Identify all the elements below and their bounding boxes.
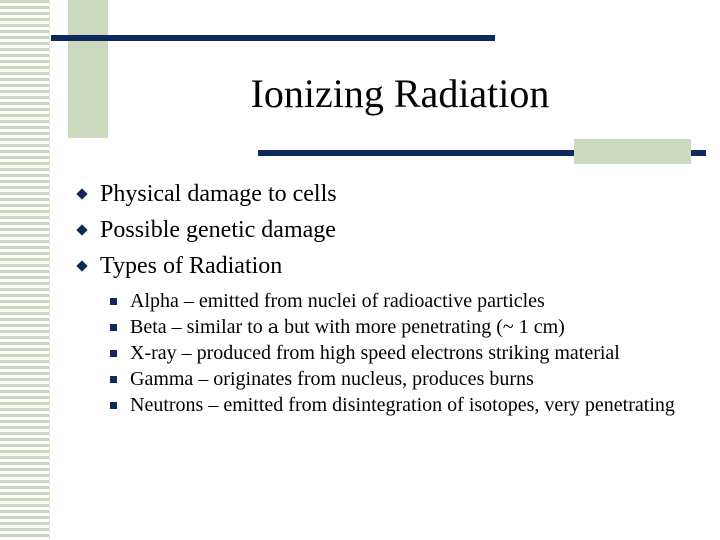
sub-bullet-text-after: but with more penetrating (~ 1 cm) — [279, 316, 565, 338]
diamond-bullet-icon — [76, 260, 87, 271]
sub-bullet-item — [110, 340, 690, 366]
square-bullet-icon — [110, 324, 117, 331]
sub-bullet-item — [110, 366, 690, 392]
sub-bullet-text: X-ray – produced from high speed electrons striking material — [130, 342, 620, 364]
decorative-navy-line-top — [51, 35, 495, 41]
bullet-item — [76, 212, 696, 248]
alpha-symbol-icon: a — [267, 316, 280, 338]
decorative-green-box-left — [68, 0, 108, 138]
square-bullet-icon — [110, 350, 117, 357]
bullet-text: Physical damage to cells — [100, 181, 337, 207]
diamond-bullet-icon — [76, 188, 87, 199]
sub-bullet-item — [110, 314, 690, 340]
sub-bullet-list — [110, 288, 690, 418]
sub-bullet-text: Neutrons – emitted from disintegration of isotopes, very penetrating — [130, 394, 675, 416]
decorative-stripe-bar — [0, 0, 50, 540]
bullet-text: Types of Radiation — [100, 253, 283, 279]
sub-bullet-item — [110, 392, 690, 418]
sub-bullet-text: Alpha – emitted from nuclei of radioactive particles — [130, 290, 545, 312]
bullet-list — [76, 176, 696, 284]
decorative-green-box-right — [574, 139, 691, 164]
bullet-item — [76, 176, 696, 212]
square-bullet-icon — [110, 402, 117, 409]
diamond-bullet-icon — [76, 224, 87, 235]
square-bullet-icon — [110, 298, 117, 305]
slide-title: Ionizing Radiation — [250, 71, 550, 116]
sub-bullet-text-before: Beta – similar to — [130, 316, 268, 338]
sub-bullet-item — [110, 288, 690, 314]
bullet-item — [76, 248, 696, 284]
bullet-text: Possible genetic damage — [100, 217, 336, 243]
square-bullet-icon — [110, 376, 117, 383]
sub-bullet-text: Gamma – originates from nucleus, produces burns — [130, 368, 534, 390]
